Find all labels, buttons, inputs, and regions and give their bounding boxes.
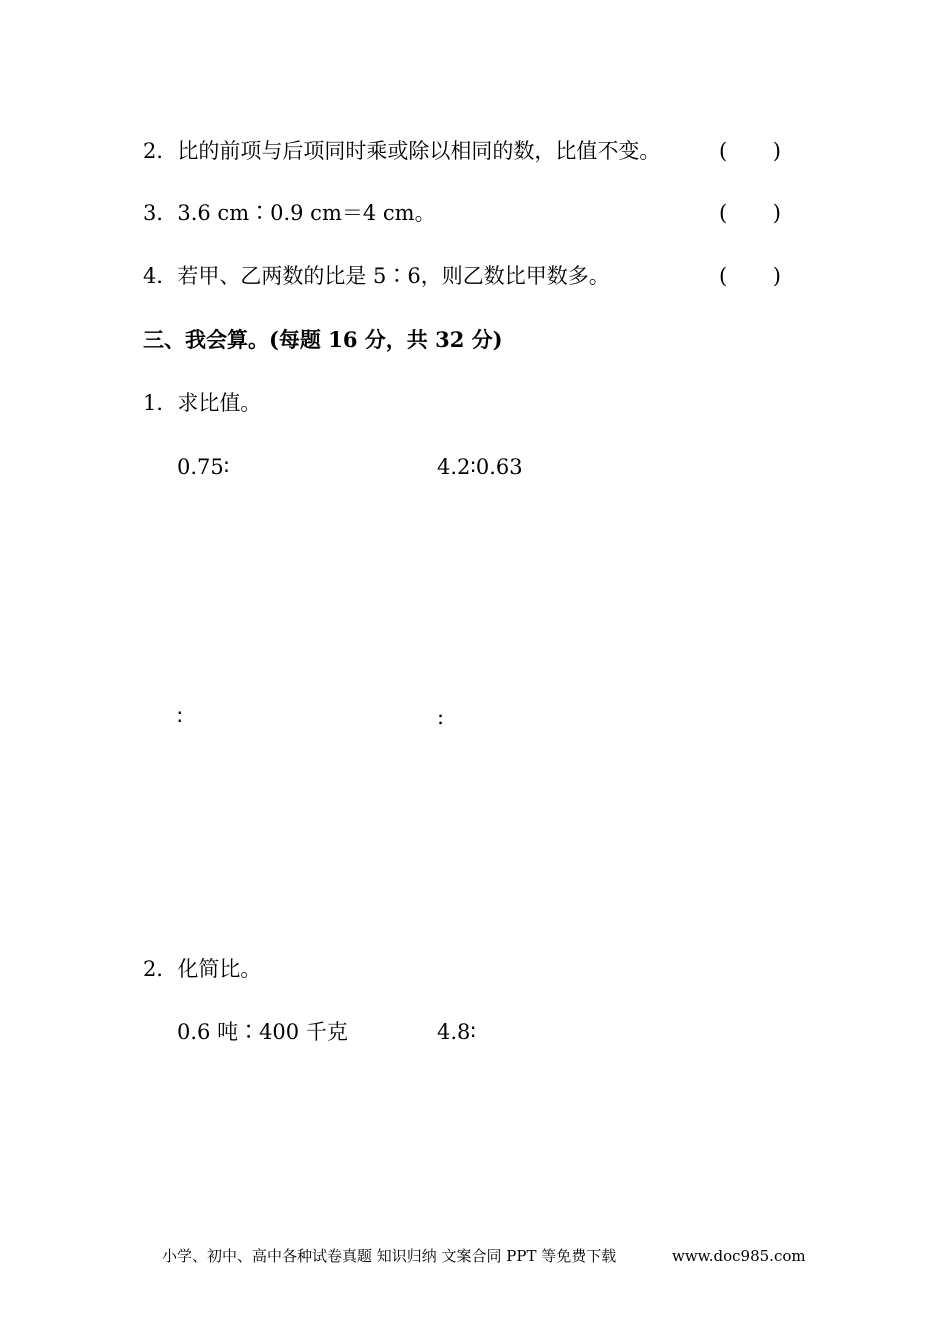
bracket-open: ( (719, 201, 728, 225)
judgement-item-3: 3．3.6 cm∶0.9 cm＝4 cm。 (143, 201, 436, 225)
bracket-open: ( (719, 264, 728, 288)
judgement-item-4: 4．若甲、乙两数的比是 5∶6，则乙数比甲数多。 (143, 264, 610, 288)
answer-bracket-3[interactable] (719, 199, 781, 227)
bracket-close: ) (772, 201, 781, 225)
bracket-open: ( (719, 139, 728, 163)
answer-bracket-2[interactable] (719, 137, 781, 165)
expression-1b: 4.2∶0.63 (437, 455, 523, 479)
footer-url[interactable]: www.doc985.com (672, 1247, 806, 1265)
bracket-close: ) (772, 264, 781, 288)
expression-1c: ∶ (177, 705, 183, 729)
footer-text: 小学、初中、高中各种试卷真题 知识归纳 文案合同 PPT 等免费下载 (162, 1247, 617, 1265)
section-heading: 三、我会算。(每题 16 分，共 32 分) (143, 327, 503, 352)
expression-1d: : (437, 705, 445, 729)
question-1-title: 1．求比值。 (143, 391, 262, 415)
judgement-item-2: 2．比的前项与后项同时乘或除以相同的数，比值不变。 (143, 139, 661, 163)
expression-2a: 0.6 吨∶400 千克 (177, 1020, 348, 1044)
bracket-close: ) (772, 139, 781, 163)
expression-1a: 0.75∶ (177, 455, 230, 479)
answer-bracket-4[interactable] (719, 262, 781, 290)
expression-2b: 4.8∶ (437, 1020, 476, 1044)
question-2-title: 2．化简比。 (143, 957, 262, 981)
